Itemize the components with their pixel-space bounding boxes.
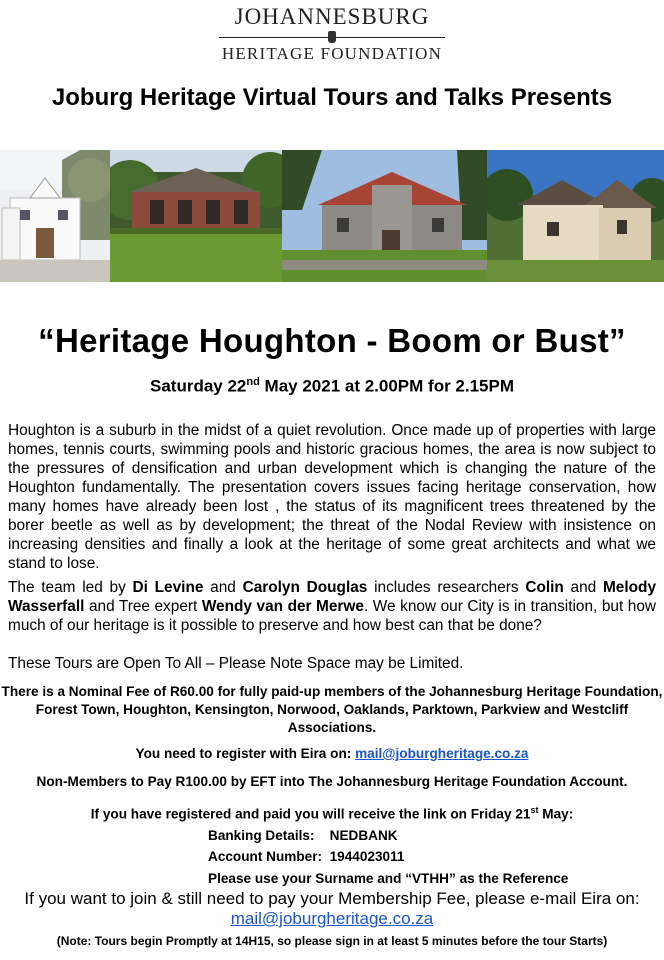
non-members-notice: Non-Members to Pay R100.00 by EFT into The Johannesburg Heritage Foundation Account. (36, 774, 628, 789)
house-photo-2 (110, 150, 282, 282)
logo-title: JOHANNESBURG (234, 4, 430, 29)
event-title: “Heritage Houghton - Boom or Bust” (38, 322, 626, 359)
membership-email-link[interactable]: mail@joburgheritage.co.za (230, 909, 434, 928)
account-number-value: 1944023011 (329, 849, 405, 864)
tree-expert-name: Wendy van der Merwe (201, 598, 364, 615)
presenter-name: Di Levine (132, 579, 204, 596)
open-to-all-paragraph: These Tours are Open To All – Please Note Space may be Limited. (8, 655, 464, 672)
presenter-name: Carolyn Douglas (242, 579, 368, 596)
register-line: You need to register with Eira on: mail@joburgheritage.co.za (135, 746, 529, 761)
fee-notice: There is a Nominal Fee of R60.00 for fully paid-up members of the Johannesburg Heritage Foundation, Forest Town, Houghton, Kensington, Norwood, Oaklands, Parktown, Parkview and Westcliff Associations. (1, 684, 663, 735)
presents-heading: Joburg Heritage Virtual Tours and Talks Presents (51, 84, 613, 111)
emblem-icon (328, 31, 336, 43)
logo-divider (219, 30, 445, 44)
photo-strip (0, 150, 664, 282)
house-photo-1 (0, 150, 110, 282)
reference-instruction: Please use your Surname and “VTHH” as the Reference (208, 871, 569, 886)
register-email-link[interactable]: mail@joburgheritage.co.za (355, 746, 529, 761)
logo-subtitle: HERITAGE FOUNDATION (221, 44, 443, 63)
researcher-name: Colin (525, 579, 564, 596)
membership-notice: If you want to join & still need to pay your Membership Fee, please e-mail Eira on: mail@joburgheritage.co.za (24, 889, 640, 928)
foundation-logo (0, 4, 664, 64)
team-paragraph: The team led by Di Levine and Carolyn Douglas includes researchers Colin and Melody Wasserfall and Tree expert Wendy van der Merwe. We know our City is in transition, but how much of our heritage is it possible to preserve and how best can that be done? (8, 579, 657, 634)
bank-name: NEDBANK (329, 828, 398, 843)
house-photo-4 (487, 150, 664, 282)
house-photo-3 (282, 150, 487, 282)
account-number: Account Number: 1944023011 (208, 849, 405, 864)
event-date: Saturday 22nd May 2021 at 2.00PM for 2.15PM (149, 376, 515, 396)
link-notice: If you have registered and paid you will receive the link on Friday 21st May: (90, 805, 574, 822)
timing-note: (Note: Tours begin Promptly at 14H15, so please sign in at least 5 minutes before the tour Starts) (56, 934, 608, 948)
researcher-name: Melody Wasserfall (8, 579, 657, 615)
description-paragraph: Houghton is a suburb in the midst of a quiet revolution. Once made up of properties with large homes, tennis courts, swimming pools and historic gracious homes, the area is now subject to the pressures of densification and urban development which is changing the nature of the Houghton fundamentally. The presentation covers issues facing heritage conservation, how many homes have already been lost , the status of its magnificent trees threatened by the borer beetle as well as by development; the threat of the Nodal Review with insistence on increasing densities and finally a look at the heritage of some great architects and what we stand to lose. (8, 422, 656, 572)
banking-details: Banking Details: NEDBANK (208, 828, 398, 843)
